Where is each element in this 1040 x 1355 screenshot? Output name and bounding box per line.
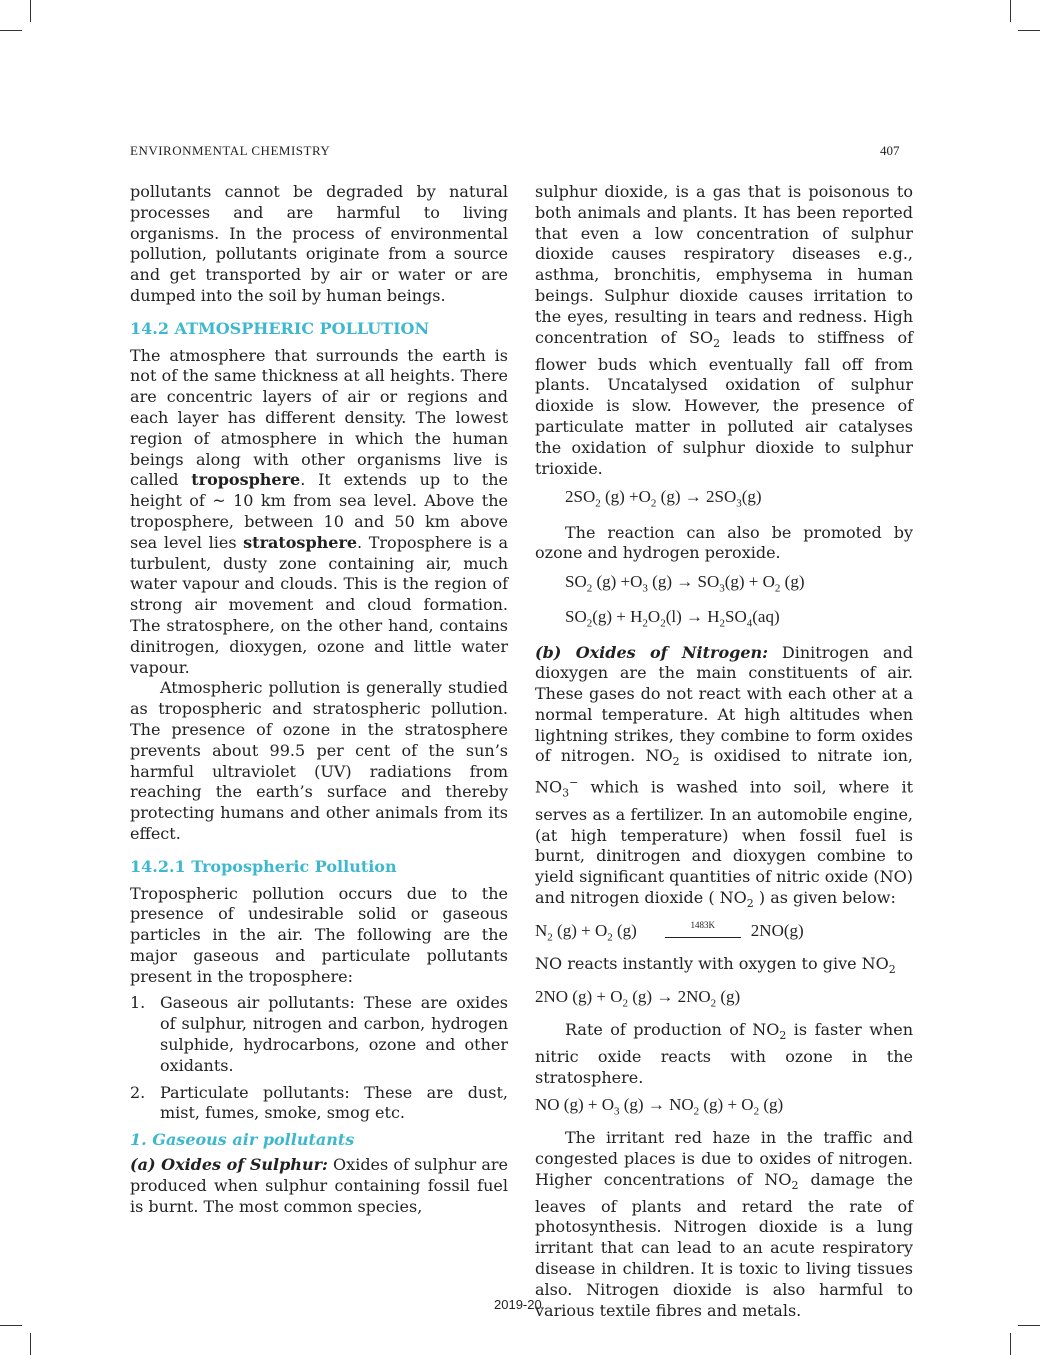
right-column: [535, 182, 913, 1321]
sulphur-paragraph: (a) Oxides of Sulphur: Oxides of sulphur are produced when sulphur containing fossil fuel is burnt. The most common species,: [130, 1155, 508, 1216]
list-item: 1. Gaseous air pollutants: These are oxides of sulphur, nitrogen and carbon, hydrogen sulphide, hydrocarbons, ozone and other oxidants.: [130, 993, 508, 1075]
tropospheric-paragraph: Tropospheric pollution occurs due to the presence of undesirable solid or gaseous particles in the air. The following are the major gaseous and particulate pollutants present in the troposphere:: [130, 883, 508, 986]
atmospheric-pollution-paragraph: Atmospheric pollution is generally studied as tropospheric and stratospheric pollution. The presence of ozone in the stratosphere prevents about 99.5 per cent of the sun’s harmful ultraviolet (UV) radiations from reaching the earth’s surface and thereby protecting humans and other animals from its effect.: [130, 678, 508, 843]
footer-year: 2019-20: [494, 1297, 542, 1312]
equation: 2NO $(g) + O_2$ $(g) \to 2NO_2$ (g): [535, 987, 741, 1010]
page-number: 407: [880, 143, 900, 158]
reaction-arrow: 1483K: [665, 915, 741, 938]
sulphur-dioxide-paragraph: sulphur dioxide, is a gas that is poisonous to both animals and plants. It has been reported that even a low concentration of sulphur dioxide causes respiratory diseases e.g., asthma, bronchitis, emphysema in human beings. Sulphur dioxide causes irritation to the eyes, resulting in tears and redness. High concentration of $SO_2$ leads to stiffness of flower buds which eventually fall off from plants. Uncatalysed oxidation of sulphur dioxide is slow. However, the presence of particulate matter in polluted air catalyses the oxidation of sulphur dioxide to sulphur trioxide.: [535, 182, 913, 478]
ozone-paragraph: The reaction can also be promoted by ozone and hydrogen peroxide.: [535, 522, 913, 563]
italic-heading: 1. Gaseous air pollutants: [130, 1130, 355, 1150]
crop-mark: [1018, 30, 1040, 31]
crop-mark: [30, 0, 31, 22]
section-heading: 14.2 ATMOSPHERIC POLLUTION: [130, 318, 430, 338]
crop-mark: [0, 30, 22, 31]
crop-mark: [1018, 1325, 1040, 1326]
rate-paragraph: Rate of production of $NO_2$ is faster when nitric oxide reacts with ozone in the stratosphere.: [535, 1020, 914, 1088]
equation: $N_2$ $(g) + O_2$ (g) 1483K 2NO(g): [535, 921, 913, 948]
crop-mark: [0, 1325, 22, 1326]
equation: NO $(g) + O_3$ $(g) \to NO_2$ $(g) + O_2$ (g): [535, 1094, 784, 1118]
running-header: ENVIRONMENTAL CHEMISTRY: [130, 143, 331, 158]
subsection-heading: 14.2.1 Tropospheric Pollution: [130, 856, 397, 876]
atmosphere-paragraph: The atmosphere that surrounds the earth is not of the same thickness at all heights. There are concentric layers of air or regions and each layer has different density. The lowest region of atmosphere in which the human beings along with other organisms live is called troposphere. It extends up to the height of ~ 10 km from sea level. Above the troposphere, between 10 and 50 km above sea level lies stratosphere. Troposphere is a turbulent, dusty zone containing air, much water vapour and clouds. This is the region of strong air movement and cloud formation. The stratosphere, on the other hand, contains dinitrogen, dioxygen, ozone and little water vapour.: [130, 345, 508, 677]
red-haze-paragraph: The irritant red haze in the traffic and congested places is due to oxides of nitrogen. Higher concentrations of $NO_2$ damage the leaves of plants and retard the rate of photosynthesis. Nitrogen dioxide is a lung irritant that can lead to an acute respiratory disease in children. It is toxic to living tissues also. Nitrogen dioxide is also harmful to various textile fibres and metals.: [535, 1128, 914, 1320]
crop-mark: [1010, 1333, 1011, 1355]
equation: $SO_2(g) + H_2O_2(l) \to H_2SO_4(aq)$: [565, 607, 780, 630]
equation: $SO_2$ $(g) +O_3$ $(g) \to SO_3(g) + O_2$ (g): [565, 572, 805, 595]
equation: $2SO_2$ $(g) +O_2$ $(g) \to 2SO_3(g)$: [565, 487, 762, 510]
nitrogen-paragraph: (b) Oxides of Nitrogen: Dinitrogen and dioxygen are the main constituents of air. These gases do not react with each other at a normal temperature. At high altitudes when lightning strikes, they combine to form oxides of nitrogen. $NO_2$ is oxidised to nitrate ion, $NO_3^-$ which is washed into soil, where it serves as a fertilizer. In an automobile engine, (at high temperature) when fossil fuel is burnt, dinitrogen and dioxygen combine to yield significant quantities of nitric oxide (NO) and nitrogen dioxide ( $NO_2$ ) as given below:: [535, 642, 914, 911]
crop-mark: [1010, 0, 1011, 22]
no-reacts-line: NO reacts instantly with oxygen to give $NO_2$: [535, 954, 896, 977]
left-column: [130, 182, 508, 1217]
intro-paragraph: pollutants cannot be degraded by natural processes and are harmful to living organisms. In the process of environmental pollution, pollutants originate from a source and get transported by air or water or are dumped into the soil by human beings.: [130, 182, 508, 305]
list-item: 2. Particulate pollutants: These are dust, mist, fumes, smoke, smog etc.: [130, 1082, 508, 1123]
crop-mark: [30, 1333, 31, 1355]
